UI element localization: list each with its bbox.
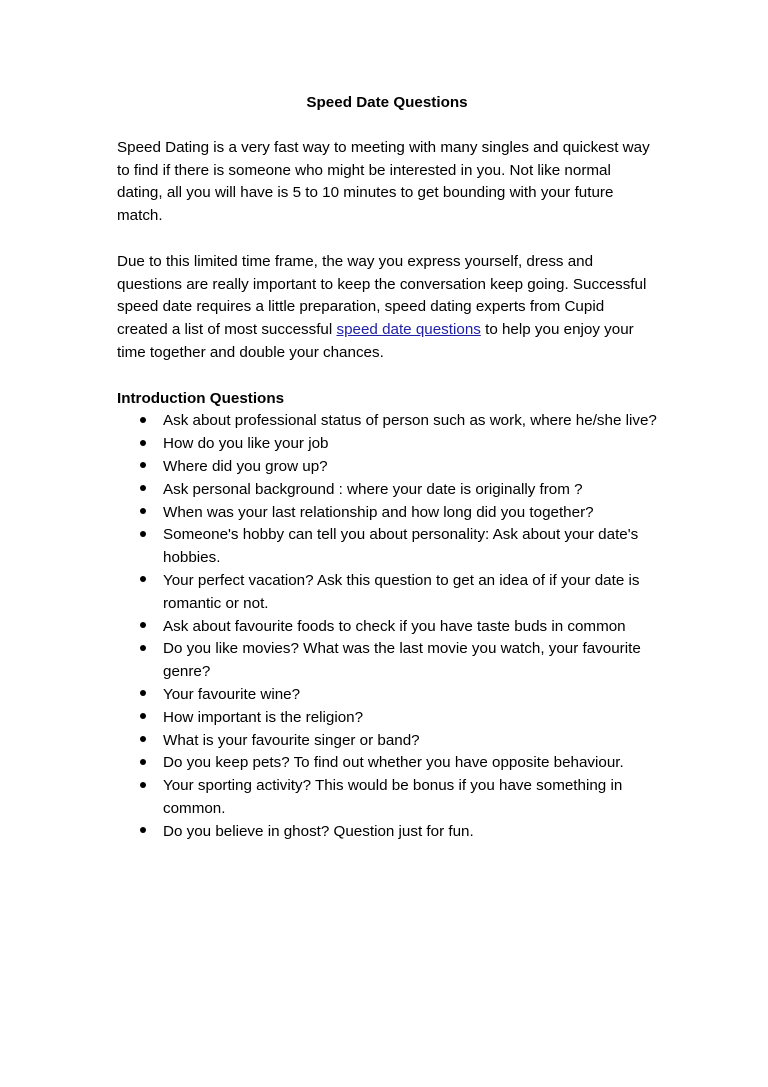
- list-item-text: Where did you grow up?: [163, 457, 328, 475]
- list-item: [117, 775, 657, 821]
- list-item-text: How important is the religion?: [163, 708, 364, 726]
- questions-list: [117, 410, 657, 843]
- bullet-icon: [138, 502, 148, 525]
- speed-date-questions-link[interactable]: speed date questions: [336, 321, 481, 339]
- paragraph-text-before-link: Due to this limited time frame, the way you express yourself, dress and questions are really important to keep the conversation keep going. Successful speed date requires a little preparation, speed dating experts from Cupid created a list of most successful: [117, 252, 647, 339]
- list-item: [117, 616, 657, 639]
- bullet-icon: [138, 456, 148, 479]
- list-item: [117, 456, 657, 479]
- list-item-text: Ask personal background : where your date is originally from ?: [163, 480, 583, 498]
- bullet-icon: [138, 752, 148, 775]
- list-item-text: Ask about professional status of person such as work, where he/she live?: [163, 412, 657, 430]
- bullet-icon: [138, 775, 148, 798]
- page-title: Speed Date Questions: [306, 94, 468, 111]
- intro-paragraph: Speed Dating is a very fast way to meeting with many singles and quickest way to find if there is someone who might be interested in you. Not like normal dating, all you will have is 5 to 10 minutes to get bounding with your future match.: [117, 138, 650, 225]
- list-item-text: Do you believe in ghost? Question just for fun.: [163, 822, 474, 840]
- list-item-text: Do you like movies? What was the last movie you watch, your favourite genre?: [163, 640, 641, 681]
- bullet-icon: [138, 433, 148, 456]
- bullet-icon: [138, 707, 148, 730]
- bullet-icon: [138, 821, 148, 844]
- bullet-icon: [138, 638, 148, 661]
- list-item: [117, 821, 657, 844]
- list-item-text: When was your last relationship and how long did you together?: [163, 503, 594, 521]
- list-item-text: How do you like your job: [163, 435, 329, 453]
- list-item-text: Ask about favourite foods to check if you have taste buds in common: [163, 617, 626, 635]
- list-item-text: Do you keep pets? To find out whether you have opposite behaviour.: [163, 754, 624, 772]
- list-item: [117, 638, 657, 684]
- list-item: [117, 524, 657, 570]
- document-page: [117, 92, 657, 844]
- list-item: [117, 730, 657, 753]
- bullet-icon: [138, 410, 148, 433]
- list-item: [117, 570, 657, 616]
- bullet-icon: [138, 524, 148, 547]
- list-item: [117, 502, 657, 525]
- list-item-text: Your sporting activity? This would be bonus if you have something in common.: [163, 777, 623, 817]
- list-item: [117, 752, 657, 775]
- list-item: [117, 684, 657, 707]
- list-item-text: Someone's hobby can tell you about personality: Ask about your date's hobbies.: [163, 526, 639, 567]
- bullet-icon: [138, 616, 148, 639]
- paragraph-text-after-link: to help you enjoy your time together and double your chances.: [117, 321, 634, 361]
- list-item: [117, 707, 657, 730]
- bullet-icon: [138, 570, 148, 593]
- list-item: [117, 433, 657, 456]
- list-item: [117, 479, 657, 502]
- bullet-icon: [138, 730, 148, 753]
- bullet-icon: [138, 684, 148, 707]
- list-item-text: What is your favourite singer or band?: [163, 731, 420, 749]
- section-heading: Introduction Questions: [117, 389, 285, 407]
- bullet-icon: [138, 479, 148, 502]
- list-item-text: Your favourite wine?: [163, 685, 301, 703]
- second-paragraph: [117, 251, 657, 365]
- list-item-text: Your perfect vacation? Ask this question to get an idea of if your date is romantic or not.: [163, 571, 640, 612]
- list-item: [117, 410, 657, 433]
